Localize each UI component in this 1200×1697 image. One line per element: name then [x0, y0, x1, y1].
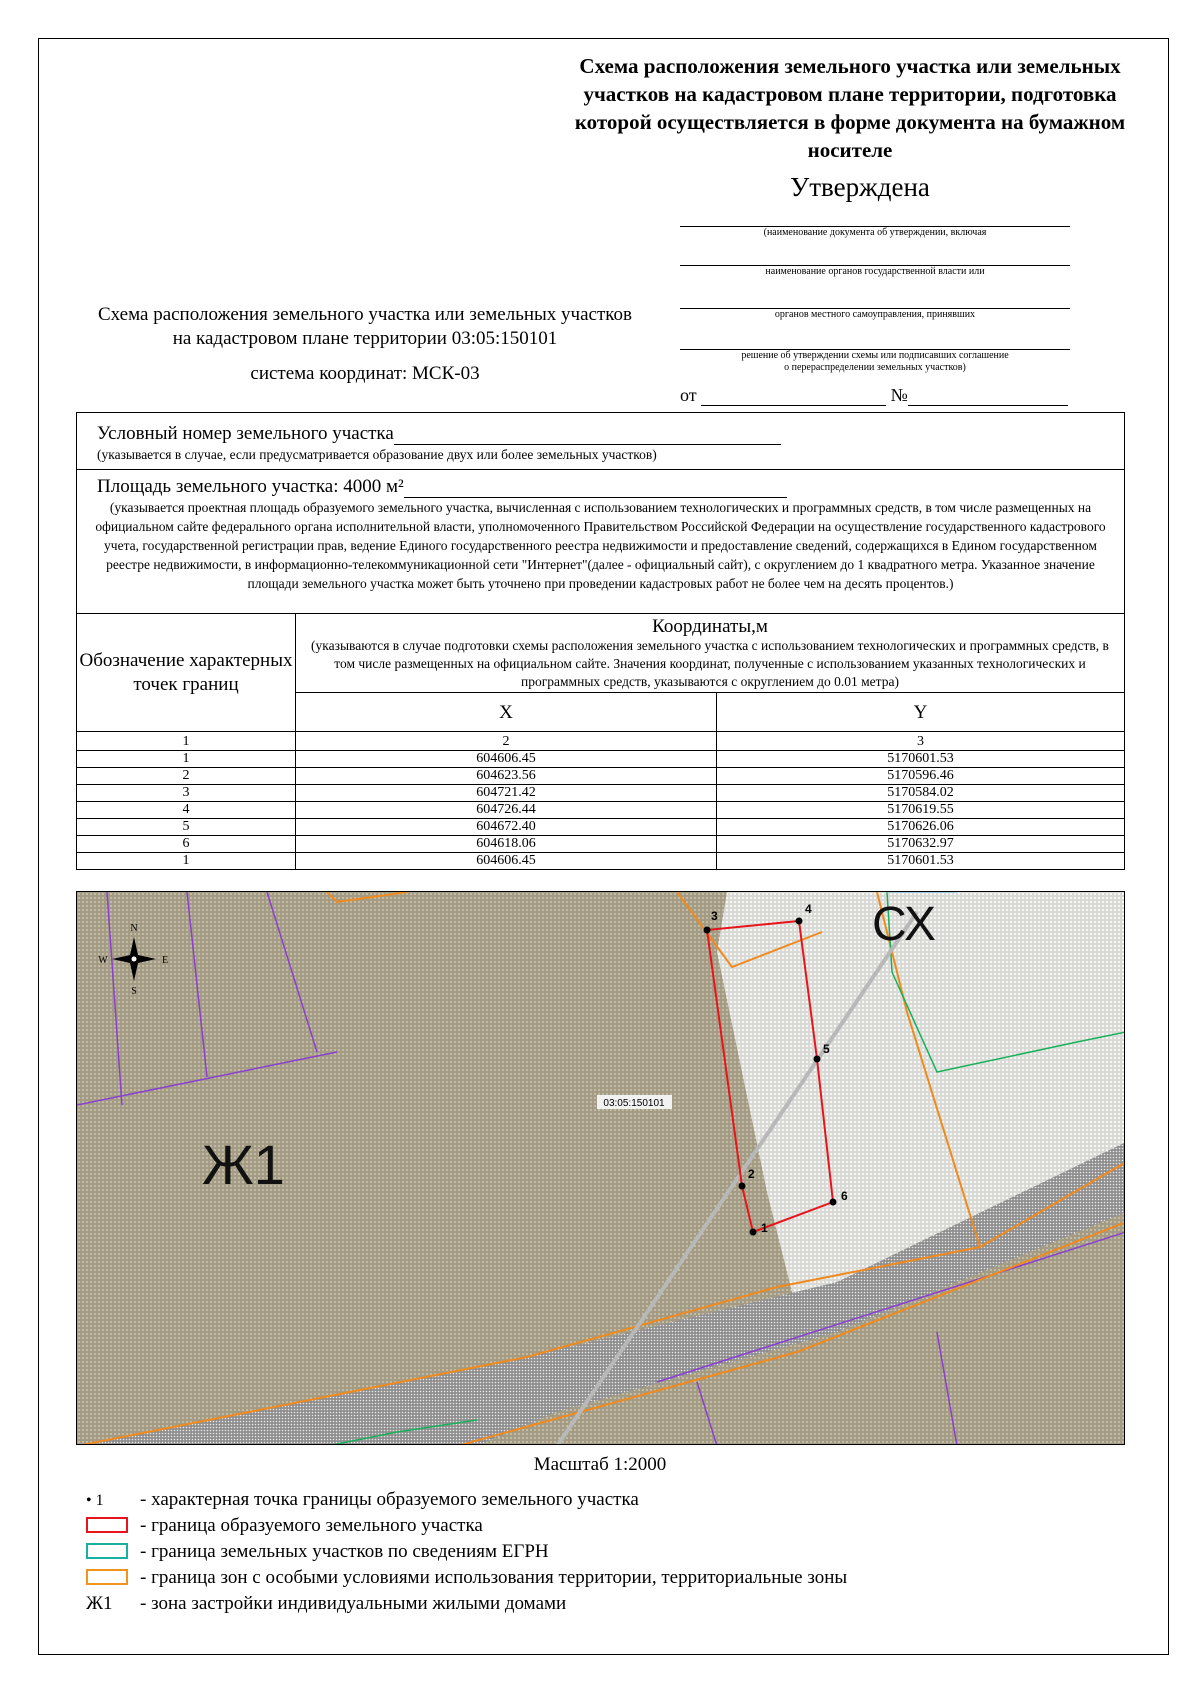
legend-item-point — [86, 1487, 847, 1513]
parcel-point — [814, 1056, 821, 1063]
table-row — [77, 768, 1125, 785]
cell-y: 5170596.46 — [717, 768, 1125, 785]
cell-point: 6 — [77, 836, 296, 853]
approval-line — [680, 226, 1070, 239]
col-number: 2 — [296, 732, 717, 751]
parcel-point-label: 5 — [823, 1042, 830, 1056]
legend-swatch-red — [86, 1517, 128, 1533]
approval-line — [680, 265, 1070, 278]
area-field[interactable] — [404, 477, 787, 498]
cell-y: 5170632.97 — [717, 836, 1125, 853]
approval-line — [680, 308, 1070, 321]
cell-y: 5170619.55 — [717, 802, 1125, 819]
cell-x: 604606.45 — [296, 751, 717, 768]
cadastral-label: 03:05:150101 — [603, 1098, 665, 1109]
cell-x: 604623.56 — [296, 768, 717, 785]
cell-x: 604726.44 — [296, 802, 717, 819]
cell-y: 5170601.53 — [717, 751, 1125, 768]
table-row — [77, 853, 1125, 870]
table-row — [77, 785, 1125, 802]
cadastral-map — [76, 891, 1125, 1445]
coordinates-table — [76, 613, 1125, 870]
cell-point: 1 — [77, 853, 296, 870]
legend-point-symbol: • 1 — [86, 1492, 104, 1509]
approval-note: решение об утверждении схемы или подписавших соглашение — [741, 350, 1009, 361]
parcel-number-field[interactable] — [394, 424, 781, 445]
cell-y: 5170626.06 — [717, 819, 1125, 836]
legend-zone-code: Ж1 — [86, 1593, 113, 1614]
approval-line — [680, 349, 1070, 374]
number-prefix: № — [890, 385, 908, 405]
approval-note: органов местного самоуправления, принявших — [774, 309, 976, 320]
compass-n: N — [130, 923, 138, 934]
legend-item-zone-boundary — [86, 1565, 847, 1591]
compass-w: W — [98, 955, 108, 966]
parcel-point-label: 6 — [841, 1189, 848, 1203]
zone-sx-label: СХ — [872, 898, 936, 951]
parcel-point — [796, 918, 803, 925]
approved-label: Утверждена — [790, 172, 930, 202]
parcel-point — [830, 1199, 837, 1206]
cell-x: 604618.06 — [296, 836, 717, 853]
legend-text: - характерная точка границы образуемого земельного участка — [140, 1489, 639, 1510]
compass-e: E — [161, 955, 169, 966]
point-designation-header: Обозначение характерных точек границ — [77, 614, 296, 732]
col-number: 1 — [77, 732, 296, 751]
scheme-line-2: на кадастровом плане территории 03:05:150101 — [172, 328, 558, 349]
legend — [86, 1487, 847, 1617]
cell-point: 2 — [77, 768, 296, 785]
date-field[interactable] — [701, 387, 886, 406]
table-row — [77, 802, 1125, 819]
legend-item-zone-code — [86, 1591, 847, 1617]
coordinate-system: система координат: МСК-03 — [250, 363, 480, 384]
scheme-caption — [55, 303, 675, 386]
parcel-point-label: 2 — [748, 1167, 755, 1181]
scale-label: Масштаб 1:2000 — [533, 1454, 667, 1475]
document-title: Схема расположения земельного участка или земельных участков на кадастровом плане территории, подготовка которой осуществляется в форме документа на бумажном носителе — [574, 54, 1126, 162]
parcel-point — [739, 1183, 746, 1190]
approval-note: (наименование документа об утверждении, включая — [763, 227, 987, 238]
col-number: 3 — [717, 732, 1125, 751]
map-canvas — [77, 892, 1125, 1445]
area-note: (указывается проектная площадь образуемого земельного участка, вычисленная с использованием технологических и программных средств, в том числе размещенных на официальном сайте федерального органа исполнительной власти, уполномоченного Правительством Российской Федерации на осуществление государственного кадастрового учета, государственной регистрации прав, ведение Единого государственного реестра недвижимости и предоставление сведений, содержащихся в Едином государственном реестре недвижимости, в информационно-телекоммуникационной сети "Интернет"(далее - официальный сайт), с округлением до 1 квадратного метра. Указанное значение площади земельного участка может быть уточнено при проведении кадастровых работ не более чем на десять процентов.) — [95, 500, 1106, 591]
cell-x: 604606.45 — [296, 853, 717, 870]
zone-j1-label: Ж1 — [202, 1133, 285, 1196]
parcel-point — [704, 927, 711, 934]
y-header: Y — [717, 693, 1125, 732]
number-field[interactable] — [908, 387, 1068, 406]
date-prefix: от — [680, 385, 697, 405]
cell-y: 5170601.53 — [717, 853, 1125, 870]
approval-block — [680, 226, 1070, 374]
table-row — [77, 836, 1125, 853]
parcel-point — [750, 1229, 757, 1236]
cell-point: 5 — [77, 819, 296, 836]
area-box — [76, 469, 1125, 614]
legend-swatch-orange — [86, 1569, 128, 1585]
coordinates-note: (указываются в случае подготовки схемы расположения земельного участка с использованием технологических и программных средств, в том числе размещенных на официальном сайте. Значения координат, полученные с использованием указанных технологических и программных средств, указываются с округлением до 0.01 метра) — [311, 637, 1109, 689]
table-row — [77, 751, 1125, 768]
parcel-number-note: (указывается в случае, если предусматривается образование двух или более земельных участков) — [97, 447, 657, 462]
legend-item-egrn-boundary — [86, 1539, 847, 1565]
legend-text: - зона застройки индивидуальными жилыми домами — [140, 1593, 567, 1614]
table-row — [77, 819, 1125, 836]
parcel-number-box — [76, 412, 1125, 470]
x-header: X — [296, 693, 717, 732]
approval-note: наименование органов государственной власти или — [765, 266, 985, 277]
coordinates-title: Координаты,м — [652, 615, 768, 637]
legend-text: - граница земельных участков по сведениям ЕГРН — [140, 1541, 549, 1562]
legend-item-parcel-boundary — [86, 1513, 847, 1539]
cell-x: 604721.42 — [296, 785, 717, 802]
legend-swatch-green — [86, 1543, 128, 1559]
scheme-line-1: Схема расположения земельного участка или земельных участков — [97, 304, 633, 325]
legend-text: - граница образуемого земельного участка — [140, 1515, 483, 1536]
cell-y: 5170584.02 — [717, 785, 1125, 802]
parcel-point-label: 1 — [761, 1221, 768, 1235]
compass-s: S — [131, 986, 137, 997]
approval-note: о перераспределении земельных участков) — [784, 362, 966, 373]
cell-x: 604672.40 — [296, 819, 717, 836]
parcel-point-label: 4 — [805, 902, 812, 916]
approval-date-row — [680, 385, 1068, 406]
parcel-number-label: Условный номер земельного участка — [97, 423, 394, 444]
cell-point: 1 — [77, 751, 296, 768]
area-label: Площадь земельного участка: 4000 м² — [97, 476, 404, 497]
parcel-point-label: 3 — [711, 909, 718, 923]
legend-text: - граница зон с особыми условиями использования территории, территориальные зоны — [140, 1567, 848, 1588]
cell-point: 4 — [77, 802, 296, 819]
coordinates-header — [296, 614, 1125, 693]
cell-point: 3 — [77, 785, 296, 802]
